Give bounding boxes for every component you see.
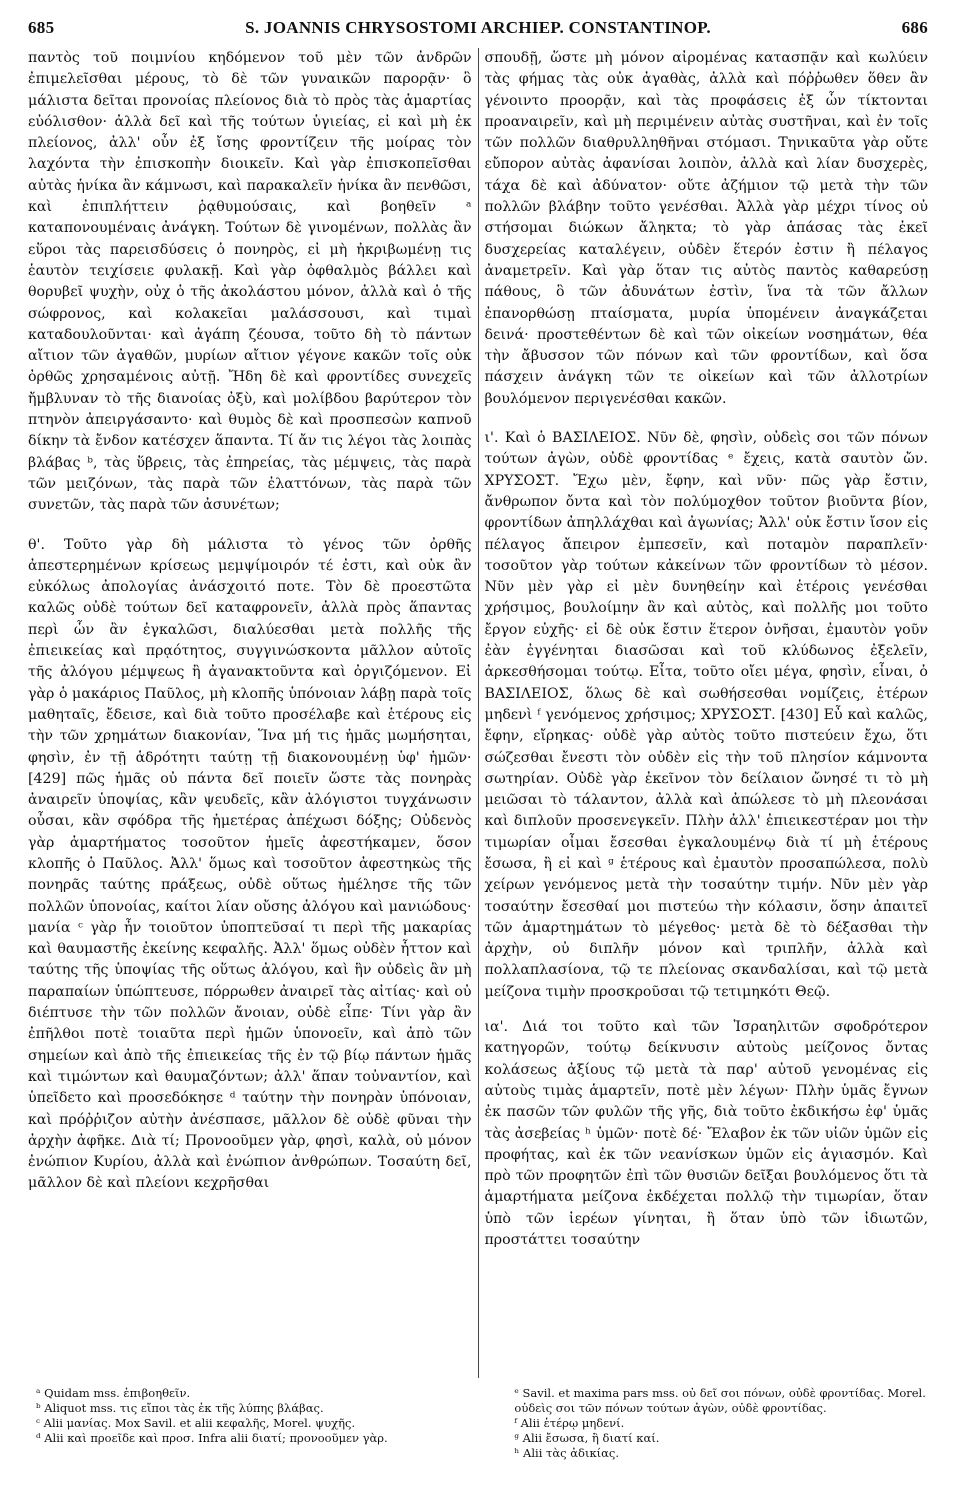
footnotes-left (28, 1386, 471, 1461)
left-page-number: 685 (28, 18, 55, 37)
column-divider (478, 48, 479, 1378)
footnote: ᵉ Savil. et maxima pars mss. οὐ δεῖ σοι πόνων, οὐδὲ φροντίδας. Morel. οὐδεὶς σοι τῶν πόνων τούτων ἀγὼν, οὐδὲ φροντίδας. (514, 1386, 926, 1415)
footnotes-right (484, 1386, 928, 1461)
paragraph: σπουδῇ, ὥστε μὴ μόνον αἰρομένας κατασπᾷν καὶ κωλύειν τὰς φήμας τὰς οὐκ ἀγαθὰς, ἀλλὰ καὶ πόῤῥωθεν ὅθεν ἂν γένοιντο προορᾷν, καὶ τὰς προφάσεις ἐξ ὧν τίκτονται προαναιρεῖν, καὶ μὴ περιμένειν αὐτὰς συστῆναι, καὶ ἐν τοῖς τῶν πολλῶν διαθρυλληθῆναι στόμασι. Τηνικαῦτα γὰρ οὔτε εὔπορον αὐτὰς ἀφανίσαι λοιπὸν, ἀλλὰ καὶ λίαν δυσχερὲς, τάχα δὲ καὶ ἀδύνατον· οὔτε ἀζήμιον τῷ μετὰ τὴν τῶν πολλῶν βλάβην τοῦτο γενέσθαι. Ἀλλὰ γὰρ μέχρι τίνος οὐ στήσομαι διώκων ἄληκτα; τὸ γὰρ ἁπάσας τὰς ἐκεῖ δυσχερείας καταλέγειν, οὐδὲν ἕτερόν ἐστιν ἢ πέλαγος ἀναμετρεῖν. Καὶ γὰρ ὅταν τις αὐτὸς παντὸς καθαρεύσῃ πάθους, ὃ τῶν ἀδυνάτων ἐστὶν, ἵνα τὰ τῶν ἄλλων ἐπανορθώσῃ πταίσματα, μυρία ὑπομένειν ἀναγκάζεται δεινά· προστεθέντων δὲ καὶ τῶν οἰκείων νοσημάτων, θέα τὴν ἄβυσσον τῶν πόνων καὶ τῶν φροντίδων, καὶ ὅσα πάσχειν ἀνάγκη τῶν τε οἰκείων καὶ τῶν ἀλλοτρίων βουλόμενον περιγενέσθαι κακῶν. (484, 50, 928, 407)
running-header (28, 18, 928, 42)
left-column (28, 48, 472, 1378)
footnote: ᵇ Aliquot mss. τις εἴποι τὰς ἐκ τῆς λύπης βλάβας. (36, 1401, 324, 1415)
right-column (484, 48, 928, 1378)
paragraph-section-11: ια'. Διά τοι τοῦτο καὶ τῶν Ἰσραηλιτῶν σφοδρότερον κατηγορῶν, τούτῳ δείκνυσιν αὐτοὺς μείζονος ὄντας κολάσεως ἀξίους τῷ μετὰ τὰ παρ' αὐτοῦ γενομένας εἰς αὐτοὺς τιμὰς ἁμαρτεῖν, ποτὲ μὲν λέγων· Πλὴν ὑμᾶς ἔγνων ἐκ πασῶν τῶν φυλῶν τῆς γῆς, διὰ τοῦτο ἐκδικήσω ἐφ' ὑμᾶς τὰς ἀσεβείας ʰ ὑμῶν· ποτὲ δέ· Ἔλαβον ἐκ τῶν υἱῶν ὑμῶν εἰς προφήτας, καὶ ἐκ τῶν νεανίσκων ὑμῶν εἰς ἁγιασμόν. Καὶ πρὸ τῶν προφητῶν ἐπὶ τῶν θυσιῶν δεῖξαι βουλόμενος ὅτι τὰ ἁμαρτήματα μείζονα ἐκδέχεται πολλῷ τὴν τιμωρίαν, ὅταν ὑπὸ τῶν ἱερέων γίνηται, ἢ ὅταν ὑπὸ τῶν ἰδιωτῶν, προστάττει τοσαύτην (484, 1019, 928, 1249)
paragraph: παντὸς τοῦ ποιμνίου κηδόμενον τοῦ μὲν τῶν ἀνδρῶν ἐπιμελεῖσθαι μέρους, τὸ δὲ τῶν γυναικῶν παρορᾷν· ὃ μάλιστα δεῖται προνοίας πλείονος διὰ τὸ πρὸς τὰς ἁμαρτίας εὐόλισθον· ἀλλὰ δεῖ καὶ τῆς τούτων ὑγιείας, εἰ καὶ μὴ ἐκ πλείονος, ἀλλ' οὖν ἐξ ἴσης φροντίζειν τῆς μοίρας τὸν λαχόντα τὴν ἐπισκοπὴν διοικεῖν. Καὶ γὰρ ἐπισκοπεῖσθαι αὐτὰς ἡνίκα ἂν κάμνωσι, καὶ παρακαλεῖν ἡνίκα ἂν πενθῶσι, καὶ ἐπιπλήττειν ῥᾳθυμούσαις, καὶ βοηθεῖν ᵃ καταπονουμέναις ἀνάγκη. Τούτων δὲ γινομένων, πολλὰς ἂν εὕροι τὰς παρεισδύσεις ὁ πονηρὸς, εἰ μὴ ἠκριβωμένῃ τις ἑαυτὸν τειχίσειε φυλακῇ. Καὶ γὰρ ὀφθαλμὸς βάλλει καὶ θορυβεῖ ψυχὴν, οὐχ ὁ τῆς ἀκολάστου μόνον, ἀλλὰ καὶ ὁ τῆς σώφρονος, καὶ κολακεῖαι μαλάσσουσι, καὶ τιμαὶ καταδουλοῦνται· καὶ ἀγάπη ζέουσα, τοῦτο δὴ τὸ πάντων αἴτιον τῶν ἀγαθῶν, μυρίων αἴτιον γέγονε κακῶν τοῖς οὐκ ὀρθῶς χρησαμένοις αὐτῇ. Ἤδη δὲ καὶ φροντίδες συνεχεῖς ἤμβλυναν τὸ τῆς διανοίας ὀξὺ, καὶ μολίβδου βαρύτερον τὸν πτηνὸν ἀπειργάσαντο· καὶ θυμὸς δὲ καὶ προσπεσὼν καπνοῦ δίκην τὰ ἔνδον κατέσχεν ἅπαντα. Τί ἄν τις λέγοι τὰς λοιπὰς βλάβας ᵇ, τὰς ὕβρεις, τὰς ἐπηρείας, τὰς μέμψεις, τὰς παρὰ τῶν μειζόνων, τὰς παρὰ τῶν ἐλαττόνων, τὰς παρὰ τῶν συνετῶν, τὰς παρὰ τῶν ἀσυνέτων; (28, 50, 472, 514)
running-title: S. JOANNIS CHRYSOSTOMI ARCHIEP. CONSTANTINOP. (245, 18, 711, 37)
footnote: ᶜ Alii μανίας. Mox Savil. et alii κεφαλῆς, Morel. ψυχῆς. (36, 1416, 356, 1430)
paragraph-section-9: θ'. Τοῦτο γὰρ δὴ μάλιστα τὸ γένος τῶν ὀρθῆς ἀπεστερημένων κρίσεως μεμψίμοιρόν τέ ἐστι, καὶ οὐκ ἂν εὐκόλως ἀπολογίας ἀνάσχοιτό ποτε. Τὸν δὲ προεστῶτα καλῶς οὐδὲ τούτων δεῖ καταφρονεῖν, ἀλλὰ πρὸς ἅπαντας περὶ ὧν ἂν ἐγκαλῶσι, διαλύεσθαι μετὰ πολλῆς τῆς ἐπιεικείας καὶ πρᾳότητος, συγγινώσκοντα μᾶλλον αὐτοῖς τῆς ἀλόγου μέμψεως ἢ ἀγανακτοῦντα καὶ ὀργιζόμενον. Εἰ γὰρ ὁ μακάριος Παῦλος, μὴ κλοπῆς ὑπόνοιαν λάβῃ παρὰ τοῖς μαθηταῖς, ἔδεισε, καὶ διὰ τοῦτο προσέλαβε καὶ ἑτέρους εἰς τὴν τῶν χρημάτων διακονίαν, Ἵνα μή τις ἡμᾶς μωμήσηται, φησὶν, ἐν τῇ ἁδρότητι ταύτῃ τῇ διακονουμένῃ ὑφ' ἡμῶν· [429] πῶς ἡμᾶς οὐ πάντα δεῖ ποιεῖν ὥστε τὰς πονηρὰς ἀναιρεῖν ὑποψίας, κἂν ψευδεῖς, κἂν ἀλόγιστοι τυγχάνωσιν οὖσαι, κἂν σφόδρα τῆς ἡμετέρας ἀπέχωσι δόξης; Οὐδενὸς γὰρ ἁμαρτήματος τοσοῦτον ἡμεῖς ἀφεστήκαμεν, ὅσον κλοπῆς ὁ Παῦλος. Ἀλλ' ὅμως καὶ τοσοῦτον ἀφεστηκὼς τῆς πονηρᾶς ταύτης πράξεως, οὐδὲ οὕτως ἠμέλησε τῆς τῶν πολλῶν ὑπονοίας, καίτοι λίαν οὔσης ἀλόγου καὶ μανιώδους· μανία ᶜ γὰρ ἦν τοιοῦτον ὑποπτεῦσαί τι περὶ τῆς μακαρίας καὶ θαυμαστῆς ἐκείνης κεφαλῆς. Ἀλλ' ὅμως οὐδὲν ἧττον καὶ ταύτης τῆς ὑποψίας τῆς οὕτως ἀλόγου, καὶ ἣν οὐδεὶς ἂν μὴ παραπαίων ὑπώπτευσε, πόρρωθεν ἀναιρεῖ τὰς αἰτίας· καὶ οὐ διέπτυσε τὴν τῶν πολλῶν ἄνοιαν, οὐδὲ εἶπε· Τίνι γὰρ ἂν ἐπῆλθοι ποτὲ τοιαῦτα περὶ ἡμῶν ὑπονοεῖν, καὶ ἀπὸ τῶν σημείων καὶ ἀπὸ τῆς ἐπιεικείας τῆς ἐν τῷ βίῳ πάντων ἡμᾶς καὶ τιμώντων καὶ θαυμαζόντων; ἀλλ' ἅπαν τοὐναντίον, καὶ ὑπεῖδετο καὶ προσεδόκησε ᵈ ταύτην τὴν πονηρὰν ὑπόνοιαν, καὶ πρόῤῥιζον αὐτὴν ἀνέσπασε, μᾶλλον δὲ οὐδὲ φῦναι τὴν ἀρχὴν ἀφῆκε. Διὰ τί; Προνοοῦμεν γὰρ, φησὶ, καλὰ, οὐ μόνον ἐνώπιον Κυρίου, ἀλλὰ καὶ ἐνώπιον ἀνθρώπων. Τοσαύτη δεῖ, μᾶλλον δὲ καὶ πλείονι κεχρῆσθαι (28, 536, 472, 1192)
footnote: ᵈ Alii καὶ προεῖδε καὶ προσ. Infra alii διατί; προνοοῦμεν γὰρ. (36, 1431, 388, 1445)
footnote: ᵃ Quidam mss. ἐπιβοηθεῖν. (36, 1386, 191, 1400)
footnotes (28, 1386, 928, 1461)
footnote: ʰ Alii τὰς ἀδικίας. (514, 1446, 620, 1460)
text-columns (28, 48, 928, 1378)
footnote: ᶠ Alii ἑτέρῳ μηδενί. (514, 1416, 625, 1430)
right-page-number: 686 (901, 18, 928, 37)
footnote: ᵍ Alii ἔσωσα, ἢ διατί καί. (514, 1431, 660, 1445)
page (28, 18, 928, 1488)
paragraph-section-10: ι'. Καὶ ὁ ΒΑΣΙΛΕΙΟΣ. Νῦν δὲ, φησὶν, οὐδεὶς σοι τῶν πόνων τούτων ἀγὼν, οὐδὲ φροντίδας ᵉ ἔχεις, κατὰ σαυτὸν ὤν. ΧΡΥΣΟΣΤ. Ἔχω μὲν, ἔφην, καὶ νῦν· πῶς γὰρ ἔστιν, ἄνθρωπον ὄντα καὶ τὸν πολύμοχθον τοῦτον βιοῦντα βίον, φροντίδων ἀπηλλάχθαι καὶ ἀγωνίας; Ἀλλ' οὐκ ἔστιν ἴσον εἰς πέλαγος ἄπειρον ἐμπεσεῖν, καὶ ποταμὸν παραπλεῖν· τοσοῦτον γὰρ τούτων κἀκείνων τῶν φροντίδων τὸ μέσον. Νῦν μὲν γὰρ εἰ μὲν δυνηθείην καὶ ἑτέροις γενέσθαι χρήσιμος, βουλοίμην ἂν καὶ αὐτὸς, καὶ πολλῆς μοι τοῦτο ἔργον εὐχῆς· εἰ δὲ οὐκ ἔστιν ἕτερον ὀνῆσαι, ἐμαυτὸν γοῦν ἐὰν ἐγγένηται διασῶσαι καὶ τοῦ κλύδωνος ἐξελεῖν, ἀρκεσθήσομαι τούτῳ. Εἶτα, τοῦτο οἴει μέγα, φησὶν, εἶναι, ὁ ΒΑΣΙΛΕΙΟΣ, ὅλως δὲ καὶ σωθήσεσθαι νομίζεις, ἑτέρων μηδενὶ ᶠ γενόμενος χρήσιμος; ΧΡΥΣΟΣΤ. [430] Εὖ καὶ καλῶς, ἔφην, εἴρηκας· οὐδὲ γὰρ αὐτὸς τοῦτο πιστεύειν ἔχω, ὅτι σώζεσθαι ἔνεστι τὸν οὐδὲν εἰς τὴν τοῦ πλησίον κάμνοντα σωτηρίαν. Οὐδὲ γὰρ ἐκεῖνον τὸν δείλαιον ὤνησέ τι τὸ μὴ μειῶσαι τὸ τάλαντον, ἀλλὰ καὶ ἀπώλεσε τὸ μὴ πλεονάσαι καὶ διπλοῦν προσενεγκεῖν. Πλὴν ἀλλ' ἐπιεικεστέραν μοι τὴν τιμωρίαν οἶμαι ἔσεσθαι ἐγκαλουμένῳ διὰ τί μὴ ἑτέρους ἔσωσα, ἢ εἰ καὶ ᵍ ἑτέρους καὶ ἐμαυτὸν προσαπώλεσα, πολὺ χείρων γενόμενος μετὰ τὴν τοσαύτην τιμήν. Νῦν μὲν γὰρ τοσαύτην ἔσεσθαί μοι πιστεύω τὴν κόλασιν, ὅσην ἀπαιτεῖ τῶν ἁμαρτημάτων τὸ μέγεθος· μετὰ δὲ τὸ δέξασθαι τὴν ἀρχὴν, οὐ διπλῆν μόνον καὶ τριπλῆν, ἀλλὰ καὶ πολλαπλασίονα, τῷ τε πλείονας σκανδαλίσαι, καὶ τῷ μετὰ μείζονα τιμὴν προσκροῦσαι τῷ τετιμηκότι Θεῷ. (484, 430, 928, 1000)
